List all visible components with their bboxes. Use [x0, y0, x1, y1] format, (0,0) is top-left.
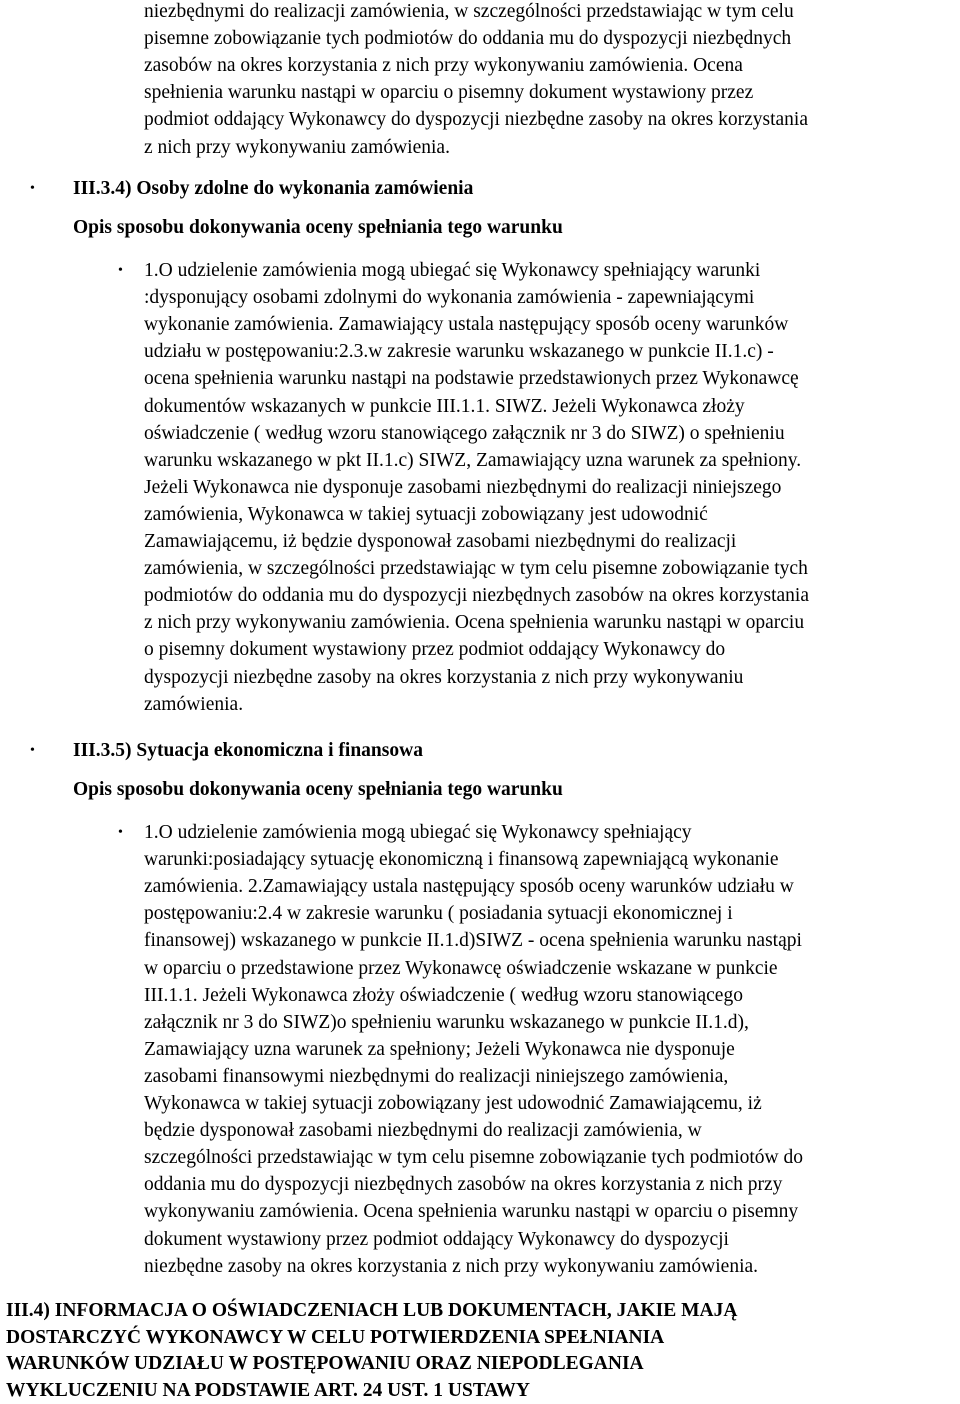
paragraph-line: oświadczenie ( według wzoru stanowiącego załącznik nr 3 do SIWZ) o spełnieniu: [144, 422, 785, 444]
paragraph-line: warunku wskazanego w pkt II.1.c) SIWZ, Zamawiający uzna warunek za spełniony.: [144, 449, 802, 471]
bullet-marker: •: [30, 743, 35, 758]
paragraph-line: finansowej) wskazanego w punkcie II.1.d)SIWZ - ocena spełnienia warunku nastąpi: [144, 930, 802, 952]
paragraph-line: postępowaniu:2.4 w zakresie warunku ( posiadania sytuacji ekonomicznej i: [144, 903, 733, 925]
paragraph-line: zamówienia, Wykonawca w takiej sytuacji zobowiązany jest udowodnić: [144, 503, 708, 525]
section-heading: III.3.4) Osoby zdolne do wykonania zamówienia: [73, 178, 474, 199]
paragraph-line: zasobami finansowymi niezbędnymi do realizacji niniejszego zamówienia,: [144, 1065, 729, 1087]
major-heading-line: WYKLUCZENIU NA PODSTAWIE ART. 24 UST. 1 USTAWY: [6, 1379, 530, 1401]
paragraph-line: wykonanie zamówienia. Zamawiający ustala następujący sposób oceny warunków: [144, 314, 789, 336]
paragraph-line: w oparciu o przedstawione przez Wykonawcę oświadczenie wskazane w punkcie: [144, 957, 778, 979]
paragraph-line: 1.O udzielenie zamówienia mogą ubiegać się Wykonawcy spełniający: [144, 822, 692, 843]
paragraph-line: niezbędne zasoby na okres korzystania z nich przy wykonywaniu zamówienia.: [144, 1255, 759, 1277]
paragraph-line: z nich przy wykonywaniu zamówienia.: [144, 136, 450, 158]
section-subheading: Opis sposobu dokonywania oceny spełniania tego warunku: [73, 779, 563, 800]
paragraph-line: Jeżeli Wykonawca nie dysponuje zasobami niezbędnymi do realizacji niniejszego: [144, 476, 782, 498]
major-heading-line: III.4) INFORMACJA O OŚWIADCZENIACH LUB DOKUMENTACH, JAKIE MAJĄ: [6, 1300, 738, 1321]
bullet-marker: •: [30, 181, 35, 196]
paragraph-line: Zamawiający uzna warunek za spełniony; Jeżeli Wykonawca nie dysponuje: [144, 1038, 735, 1060]
paragraph-line: pisemne zobowiązanie tych podmiotów do oddania mu do dyspozycji niezbędnych: [144, 28, 792, 50]
paragraph-line: załącznik nr 3 do SIWZ)o spełnieniu warunku wskazanego w punkcie II.1.d),: [144, 1011, 749, 1033]
major-heading-line: DOSTARCZYĆ WYKONAWCY W CELU POTWIERDZENIA SPEŁNIANIA: [6, 1326, 665, 1348]
paragraph-line: ocena spełnienia warunku nastąpi na podstawie przedstawionych przez Wykonawcę: [144, 368, 799, 390]
paragraph-line: udziału w postępowaniu:2.3.w zakresie warunku wskazanego w punkcie II.1.c) -: [144, 341, 774, 363]
major-heading-line: WARUNKÓW UDZIAŁU W POSTĘPOWANIU ORAZ NIEPODLEGANIA: [6, 1353, 644, 1374]
paragraph-line: Wykonawca w takiej sytuacji zobowiązany jest udowodnić Zamawiającemu, iż: [144, 1093, 762, 1114]
paragraph-line: warunki:posiadający sytuację ekonomiczną i finansową zapewniającą wykonanie: [144, 849, 779, 871]
paragraph-line: z nich przy wykonywaniu zamówienia. Ocena spełnienia warunku nastąpi w oparciu: [144, 612, 805, 634]
paragraph-line: niezbędnymi do realizacji zamówienia, w szczególności przedstawiając w tym celu: [144, 1, 794, 22]
section-heading: III.3.5) Sytuacja ekonomiczna i finansowa: [73, 740, 423, 761]
paragraph-line: :dysponujący osobami zdolnymi do wykonania zamówienia - zapewniającymi: [144, 287, 755, 309]
paragraph-line: o pisemny dokument wystawiony przez podmiot oddający Wykonawcy do: [144, 639, 726, 661]
paragraph-line: dokumentów wskazanych w punkcie III.1.1. SIWZ. Jeżeli Wykonawca złoży: [144, 395, 745, 417]
section-subheading: Opis sposobu dokonywania oceny spełniania tego warunku: [73, 217, 563, 238]
bullet-marker: •: [118, 263, 123, 278]
paragraph-line: dokument wystawiony przez podmiot oddający Wykonawcy do dyspozycji: [144, 1228, 729, 1250]
paragraph-line: podmiotów do oddania mu do dyspozycji niezbędnych zasobów na okres korzystania: [144, 585, 810, 607]
bullet-marker: •: [118, 825, 123, 840]
paragraph-line: oddania mu do dyspozycji niezbędnych zasobów na okres korzystania z nich przy: [144, 1174, 783, 1196]
paragraph-line: Zamawiającemu, iż będzie dysponował zasobami niezbędnymi do realizacji: [144, 531, 737, 552]
paragraph-line: podmiot oddający Wykonawcy do dyspozycji niezbędne zasoby na okres korzystania: [144, 109, 808, 131]
paragraph-line: zamówienia.: [144, 693, 244, 715]
paragraph-line: 1.O udzielenie zamówienia mogą ubiegać się Wykonawcy spełniający warunki: [144, 260, 761, 281]
paragraph-line: szczególności przedstawiając w tym celu pisemne zobowiązanie tych podmiotów do: [144, 1147, 803, 1169]
paragraph-line: będzie dysponował zasobami niezbędnymi do realizacji zamówienia, w: [144, 1120, 702, 1142]
paragraph-line: zamówienia. 2.Zamawiający ustala następujący sposób oceny warunków udziału w: [144, 876, 794, 898]
paragraph-line: wykonywaniu zamówienia. Ocena spełnienia warunku nastąpi w oparciu o pisemny: [144, 1201, 799, 1223]
paragraph-line: dyspozycji niezbędne zasoby na okres korzystania z nich przy wykonywaniu: [144, 666, 744, 688]
paragraph-line: zasobów na okres korzystania z nich przy wykonywaniu zamówienia. Ocena: [144, 55, 743, 77]
paragraph-line: zamówienia, w szczególności przedstawiając w tym celu pisemne zobowiązanie tych: [144, 558, 808, 580]
paragraph-line: III.1.1. Jeżeli Wykonawca złoży oświadczenie ( według wzoru stanowiącego: [144, 984, 743, 1006]
paragraph-line: spełnienia warunku nastąpi w oparciu o pisemny dokument wystawiony przez: [144, 82, 754, 104]
